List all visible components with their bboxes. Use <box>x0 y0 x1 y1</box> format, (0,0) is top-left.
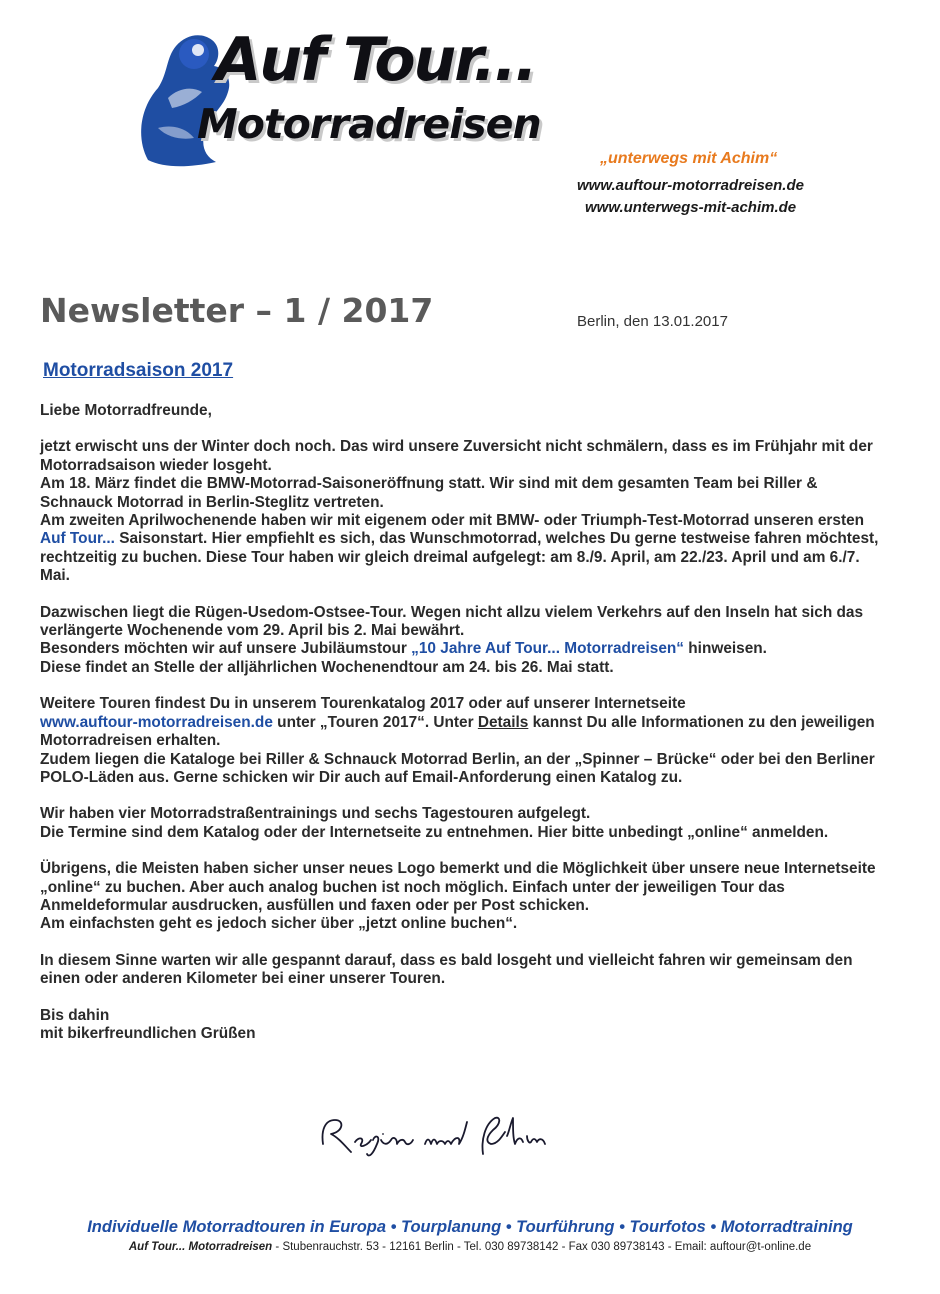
handwritten-signature <box>315 1110 555 1160</box>
website-url-achim[interactable]: www.unterwegs-mit-achim.de <box>585 199 797 216</box>
paragraph-1b: Am 18. März findet die BMW-Motorrad-Saisoneröffnung statt. Wir sind mit dem gesamten Team bei Riller & Schnauck Motorrad in Berlin-Steglitz vertreten. <box>40 475 818 511</box>
closing-line-1: Bis dahin <box>40 1006 110 1024</box>
greeting: Liebe Motorradfreunde, <box>40 402 212 419</box>
paragraph-2c: Diese findet an Stelle der alljährlichen Wochenendtour am 24. bis 26. Mai statt. <box>40 658 614 676</box>
footer-address: - Stubenrauchstr. 53 - 12161 Berlin - Tel. 030 89738142 - Fax 030 89738143 - Email: auftour@t-online.de <box>272 1241 812 1253</box>
details-link[interactable]: Details <box>477 713 529 731</box>
brand-name: Auf Tour... <box>40 530 115 548</box>
jubilee-tour-name: „10 Jahre Auf Tour... Motorradreisen“ <box>411 640 684 658</box>
paragraph-1c-pre: Am zweiten Aprilwochenende haben wir mit eigenem oder mit BMW- oder Triumph-Test-Motorrad unseren ersten <box>40 512 865 530</box>
logo-text-auf-tour: Auf Tour... <box>215 25 536 95</box>
paragraph-4b: Die Termine sind dem Katalog oder der Internetseite zu entnehmen. Hier bitte unbedingt „online“ anmelden. <box>40 823 829 841</box>
paragraph-3c: Zudem liegen die Kataloge bei Riller & Schnauck Motorrad Berlin, an der „Spinner – Brücke“ oder bei den Berliner POLO-Läden aus. Gerne schicken wir Dir auch auf Email-Anforderung einen Katalog zu. <box>40 750 875 786</box>
paragraph-2b <box>40 640 880 658</box>
paragraph-2b-pre: Besonders möchten wir auf unsere Jubiläumstour <box>40 640 412 658</box>
paragraph-1c-post: Saisonstart. Hier empfiehlt es sich, das Wunschmotorrad, welches Du gerne testweise fahren möchtest, rechtzeitig zu buchen. Diese Tour haben wir gleich dreimal aufgelegt: am 8./9. April, am 22./23. April und am 6./7. Mai. <box>40 530 879 585</box>
logo-text-motorradreisen: Motorradreisen <box>197 100 541 148</box>
paragraph-1a: jetzt erwischt uns der Winter doch noch. Das wird unsere Zuversicht nicht schmälern, dass es im Frühjahr mit der Motorradsaison wieder losgeht. <box>40 438 873 474</box>
paragraph-4a: Wir haben vier Motorradstraßentrainings und sechs Tagestouren aufgelegt. <box>40 805 591 823</box>
paragraph-2b-post: hinweisen. <box>684 640 767 658</box>
letter-body <box>40 402 880 1043</box>
paragraph-6: In diesem Sinne warten wir alle gespannt darauf, dass es bald losgeht und vielleicht fahren wir gemeinsam den einen oder anderen Kilometer bei einer unserer Touren. <box>40 951 853 988</box>
section-heading: Motorradsaison 2017 <box>43 360 234 381</box>
footer-contact <box>0 1241 940 1253</box>
paragraph-3b-post: kannst Du alle Informationen zu den jeweiligen Motorradreisen erhalten. <box>40 713 875 750</box>
date-line: Berlin, den 13.01.2017 <box>577 313 728 330</box>
paragraph-3b-mid: unter „Touren 2017“. Unter <box>272 713 478 731</box>
body-website-link[interactable]: www.auftour-motorradreisen.de <box>40 713 273 731</box>
paragraph-5a: Übrigens, die Meisten haben sicher unser neues Logo bemerkt und die Möglichkeit über unsere neue Internetseite „online“ zu buchen. Aber auch analog buchen ist noch möglich. Einfach unter der jeweiligen Tour das Anmeldeformular ausdrucken, ausfüllen und faxen oder per Post schicken. <box>40 860 876 914</box>
paragraph-2a: Dazwischen liegt die Rügen-Usedom-Ostsee-Tour. Wegen nicht allzu vielem Verkehrs auf den Inseln hat sich das verlängerte Wochenende vom 29. April bis 2. Mai bewährt. <box>40 603 864 640</box>
paragraph-1c <box>40 512 880 586</box>
website-url-auftour[interactable]: www.auftour-motorradreisen.de <box>577 177 804 194</box>
closing-line-2: mit bikerfreundlichen Grüßen <box>40 1024 256 1042</box>
footer-services: Individuelle Motorradtouren in Europa • Tourplanung • Tourführung • Tourfotos • Motorradtraining <box>87 1218 853 1236</box>
paragraph-3b <box>40 714 880 751</box>
paragraph-5b: Am einfachsten geht es jedoch sicher über „jetzt online buchen“. <box>40 915 518 933</box>
newsletter-title: Newsletter – 1 / 2017 <box>40 291 434 330</box>
slogan: „unterwegs mit Achim“ <box>600 150 778 167</box>
footer-brand: Auf Tour... Motorradreisen <box>128 1241 273 1253</box>
paragraph-3a: Weitere Touren findest Du in unserem Tourenkatalog 2017 oder auf unserer Internetseite <box>40 695 686 713</box>
